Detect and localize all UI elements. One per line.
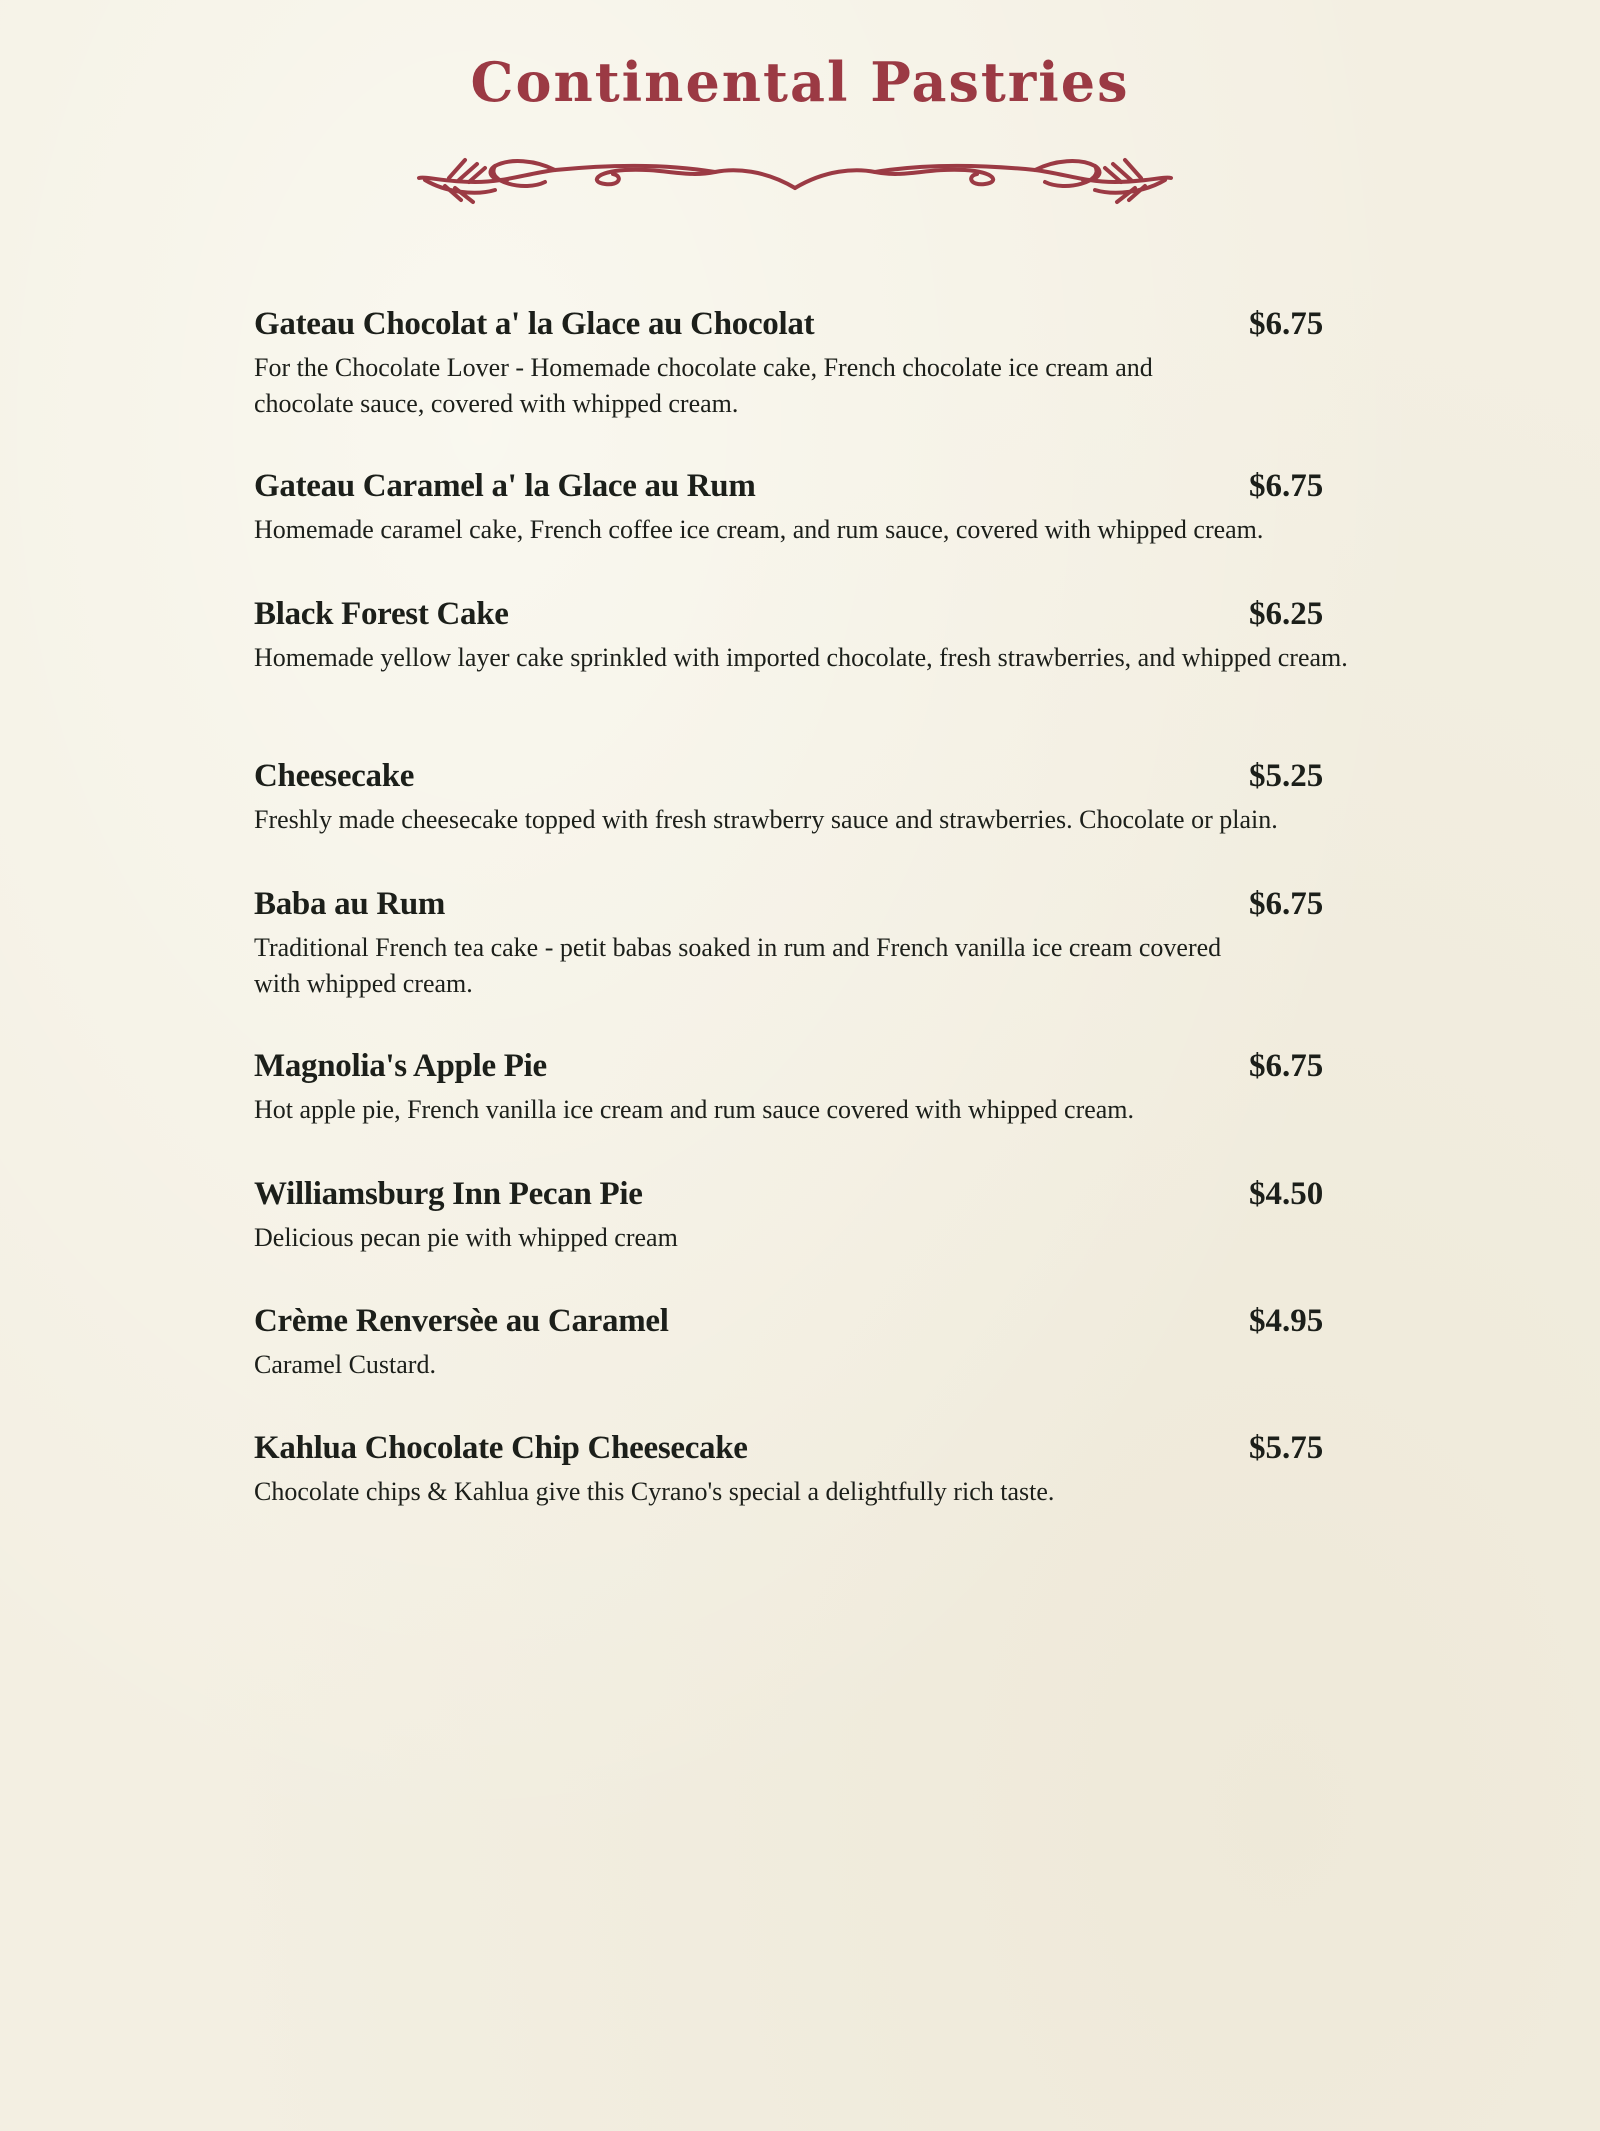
item-description: Chocolate chips & Kahlua give this Cyrano's special a delightfully rich taste. xyxy=(254,1477,1055,1506)
item-name: Gateau Chocolat a' la Glace au Chocolat xyxy=(254,306,815,342)
item-description: Homemade caramel cake, French coffee ice cream, and rum sauce, covered with whipped cream. xyxy=(254,515,1264,544)
menu-item xyxy=(254,1048,1404,1128)
item-description: Delicious pecan pie with whipped cream xyxy=(254,1223,678,1252)
menu-item xyxy=(254,596,1404,676)
item-description: Homemade yellow layer cake sprinkled with imported chocolate, fresh strawberries, and whipped cream. xyxy=(254,643,1348,672)
menu-item xyxy=(254,1303,1404,1383)
item-description: Freshly made cheesecake topped with fresh strawberry sauce and strawberries. Chocolate or plain. xyxy=(254,805,1278,834)
item-price: $6.75 xyxy=(1249,886,1324,922)
item-price: $5.75 xyxy=(1249,1430,1324,1466)
item-name: Baba au Rum xyxy=(254,886,446,922)
item-description: Hot apple pie, French vanilla ice cream and rum sauce covered with whipped cream. xyxy=(254,1095,1135,1124)
menu-item xyxy=(254,758,1404,838)
item-name: Crème Renversèe au Caramel xyxy=(254,1303,669,1339)
menu-item xyxy=(254,306,1324,422)
item-price: $6.75 xyxy=(1249,1048,1324,1084)
item-price: $6.75 xyxy=(1249,468,1324,504)
item-price: $6.25 xyxy=(1249,596,1324,632)
scroll-flourish-ornament xyxy=(415,148,1175,210)
item-name: Black Forest Cake xyxy=(254,596,509,632)
menu-item xyxy=(254,886,1324,1002)
page-title: Continental Pastries xyxy=(470,50,1130,114)
menu-item xyxy=(254,1176,1404,1256)
item-description: Caramel Custard. xyxy=(254,1350,436,1379)
item-description: Traditional French tea cake - petit babas soaked in rum and French vanilla ice cream covered with whipped cream. xyxy=(254,933,1222,998)
item-name: Williamsburg Inn Pecan Pie xyxy=(254,1176,643,1212)
item-name: Gateau Caramel a' la Glace au Rum xyxy=(254,468,756,504)
item-price: $6.75 xyxy=(1249,306,1324,342)
item-name: Kahlua Chocolate Chip Cheesecake xyxy=(254,1430,748,1466)
item-price: $4.50 xyxy=(1249,1176,1324,1212)
item-name: Cheesecake xyxy=(254,758,415,794)
menu-item xyxy=(254,468,1404,548)
item-price: $4.95 xyxy=(1249,1303,1324,1339)
item-price: $5.25 xyxy=(1249,758,1324,794)
item-description: For the Chocolate Lover - Homemade chocolate cake, French chocolate ice cream and chocolate sauce, covered with whipped cream. xyxy=(254,353,1153,418)
menu-item xyxy=(254,1430,1404,1510)
item-name: Magnolia's Apple Pie xyxy=(254,1048,547,1084)
